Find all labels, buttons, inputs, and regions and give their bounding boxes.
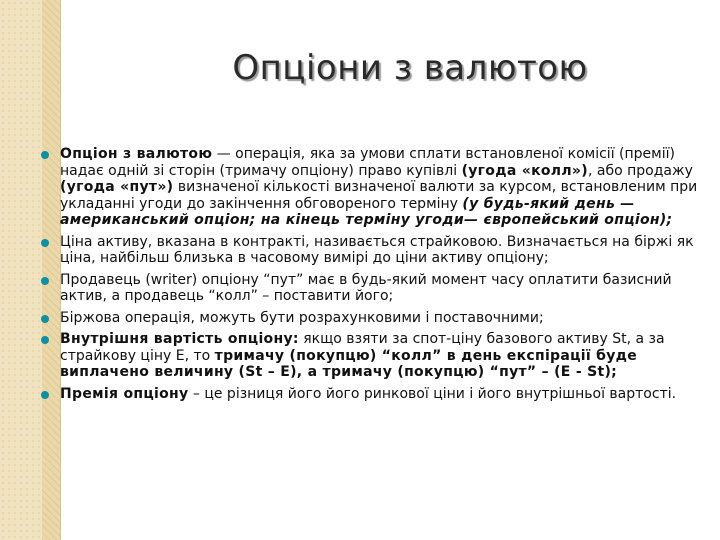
list-item xyxy=(40,386,708,403)
text-run: , або продажу xyxy=(587,162,693,179)
bullet-icon xyxy=(41,315,49,323)
bullet-icon xyxy=(41,239,49,247)
list-item xyxy=(40,310,708,327)
bullet-list xyxy=(40,146,708,407)
text-run: Внутрішня вартість опціону: xyxy=(60,331,299,347)
text-run: Премія опціону xyxy=(60,385,189,402)
list-item xyxy=(40,272,708,305)
text-run: якщо взяти за спот-ціну базового активу St, а за страйкову ціну E, то xyxy=(60,331,665,364)
text-run: (угода «пут») xyxy=(60,179,174,195)
item-text: Біржова операція, можуть бути розрахунковими і поставочними; xyxy=(60,309,544,326)
list-item xyxy=(40,234,708,267)
slide-title: Опціони з валютою xyxy=(232,48,588,88)
decorative-sidebar xyxy=(0,0,42,540)
bullet-icon xyxy=(41,277,49,285)
item-text: Ціна активу, вказана в контракті, називається страйковою. Визначається на біржі як ціна, найбільш близька в часовому вимірі до ціни активу опціону; xyxy=(60,233,694,266)
item-text xyxy=(60,331,665,380)
bullet-icon xyxy=(41,391,49,399)
bullet-icon xyxy=(41,336,49,344)
text-run: тримачу (покупцю) “колл” в день експірації буде виплачено величину (St – E), а тримачу (покупцю) “пут” – (E - St); xyxy=(60,347,638,380)
bullet-icon xyxy=(41,151,49,159)
text-run: (у будь-який день — американський опціон; на кінець терміну угоди— європейський опціон); xyxy=(60,195,673,228)
item-text: Продавець (writer) опціону “пут” має в будь-який момент часу оплатити базисний актив, а продавець “колл” – поставити його; xyxy=(60,271,672,304)
list-item xyxy=(40,331,708,381)
text-run: (угода «колл») xyxy=(461,162,588,179)
text-run: визначеної кількості визначеної валюти за курсом, встановленим при укладанні угоди до закінчення обговореного терміну xyxy=(60,179,698,212)
item-text xyxy=(60,146,697,228)
text-run: Опціон з валютою xyxy=(60,146,213,162)
text-run: – це різниця його його ринкової ціни і його внутрішньої вартості. xyxy=(188,385,677,402)
item-text xyxy=(60,386,676,402)
text-run: — операція, яка за умови сплати встановленої комісії (премії) надає одній зі сторін (тримачу опціону) право купівлі xyxy=(60,146,675,179)
list-item xyxy=(40,146,708,229)
